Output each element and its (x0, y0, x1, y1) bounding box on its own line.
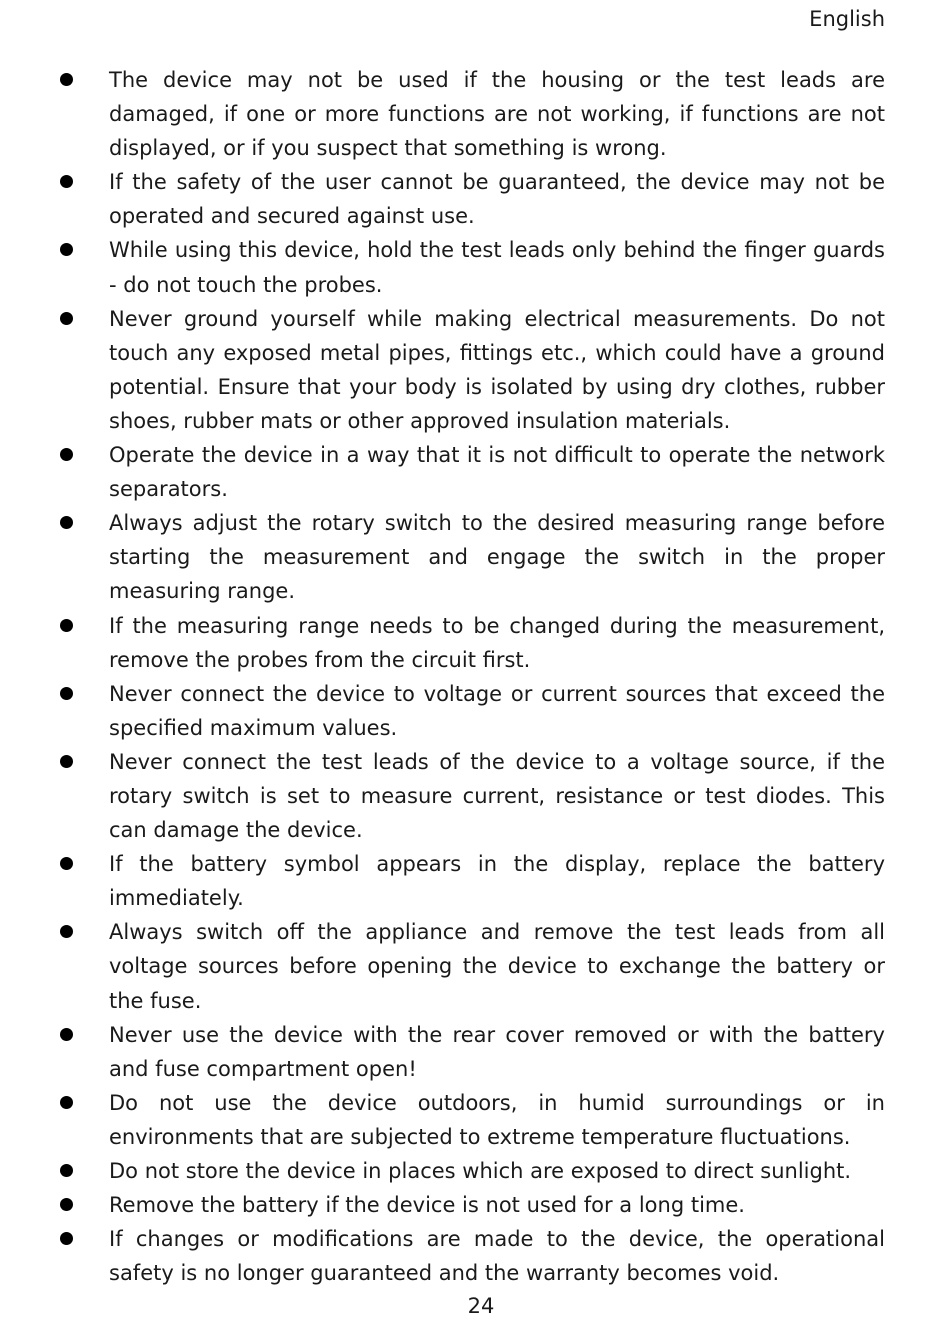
list-item (0, 847, 950, 915)
list-item (0, 165, 950, 233)
bullet-dot-icon (60, 73, 73, 86)
header-language-label: English (809, 7, 885, 31)
bullet-dot-icon (60, 448, 73, 461)
bullet-dot-icon (60, 1028, 73, 1041)
list-item (0, 677, 950, 745)
bullet-dot-icon (60, 1198, 73, 1211)
list-item-text: Never connect the device to voltage or current sources that exceed the specified maximum values. (109, 681, 885, 740)
bullet-dot-icon (60, 1096, 73, 1109)
list-item-text: The device may not be used if the housing or the test leads are damaged, if one or more functions are not working, if functions are not displayed, or if you suspect that something is wrong. (109, 68, 885, 161)
list-item-text: Never ground yourself while making electrical measurements. Do not touch any exposed metal pipes, fittings etc., which could have a ground potential. Ensure that your body is isolated by using dry clothes, rubber shoes, rubber mats or other approved insulation materials. (109, 306, 885, 433)
list-item (0, 1188, 950, 1222)
list-item-text: While using this device, hold the test leads only behind the finger guards - do not touch the probes. (109, 238, 885, 297)
bullet-dot-icon (60, 619, 73, 632)
list-item (0, 63, 950, 165)
list-item-text: Do not use the device outdoors, in humid surroundings or in environments that are subjected to extreme temperature fluctuations. (109, 1090, 885, 1149)
list-item (0, 1086, 950, 1154)
bullet-dot-icon (60, 243, 73, 256)
bullet-dot-icon (60, 175, 73, 188)
list-item (0, 302, 950, 438)
list-item (0, 233, 950, 301)
list-item-text: Remove the battery if the device is not used for a long time. (109, 1193, 745, 1218)
list-item-text: Always switch off the appliance and remove the test leads from all voltage sources before opening the device to exchange the battery or the fuse. (109, 920, 885, 1013)
list-item-text: If the measuring range needs to be changed during the measurement, remove the probes from the circuit first. (109, 613, 885, 672)
bullet-dot-icon (60, 1164, 73, 1177)
bullet-dot-icon (60, 1232, 73, 1245)
list-item-text: Do not store the device in places which are exposed to direct sunlight. (109, 1159, 852, 1183)
bullet-dot-icon (60, 687, 73, 700)
list-item (0, 609, 950, 677)
list-item-text: Operate the device in a way that it is not difficult to operate the network separators. (109, 443, 885, 502)
bullet-dot-icon (60, 925, 73, 938)
list-item-text: If the safety of the user cannot be guaranteed, the device may not be operated and secured against use. (109, 170, 885, 229)
list-item-text: If changes or modifications are made to the device, the operational safety is no longer guaranteed and the warranty becomes void. (109, 1227, 885, 1286)
bullet-dot-icon (60, 312, 73, 325)
list-item-text: Always adjust the rotary switch to the desired measuring range before starting the measurement and engage the switch in the proper measuring range. (109, 511, 885, 604)
list-item-text: Never use the device with the rear cover removed or with the battery and fuse compartment open! (109, 1022, 885, 1081)
list-item (0, 1154, 950, 1188)
list-item-text: If the battery symbol appears in the display, replace the battery immediately. (109, 852, 885, 911)
list-item (0, 438, 950, 506)
list-item (0, 745, 950, 847)
list-item (0, 915, 950, 1017)
page-number: 24 (467, 1294, 495, 1318)
bullet-dot-icon (60, 516, 73, 529)
bullet-dot-icon (60, 857, 73, 870)
list-item (0, 506, 950, 608)
list-item (0, 1222, 950, 1290)
safety-instructions-list (0, 63, 950, 1290)
list-item (0, 1018, 950, 1086)
list-item-text: Never connect the test leads of the device to a voltage source, if the rotary switch is set to measure current, resistance or test diodes. This can damage the device. (109, 749, 885, 843)
bullet-dot-icon (60, 755, 73, 768)
